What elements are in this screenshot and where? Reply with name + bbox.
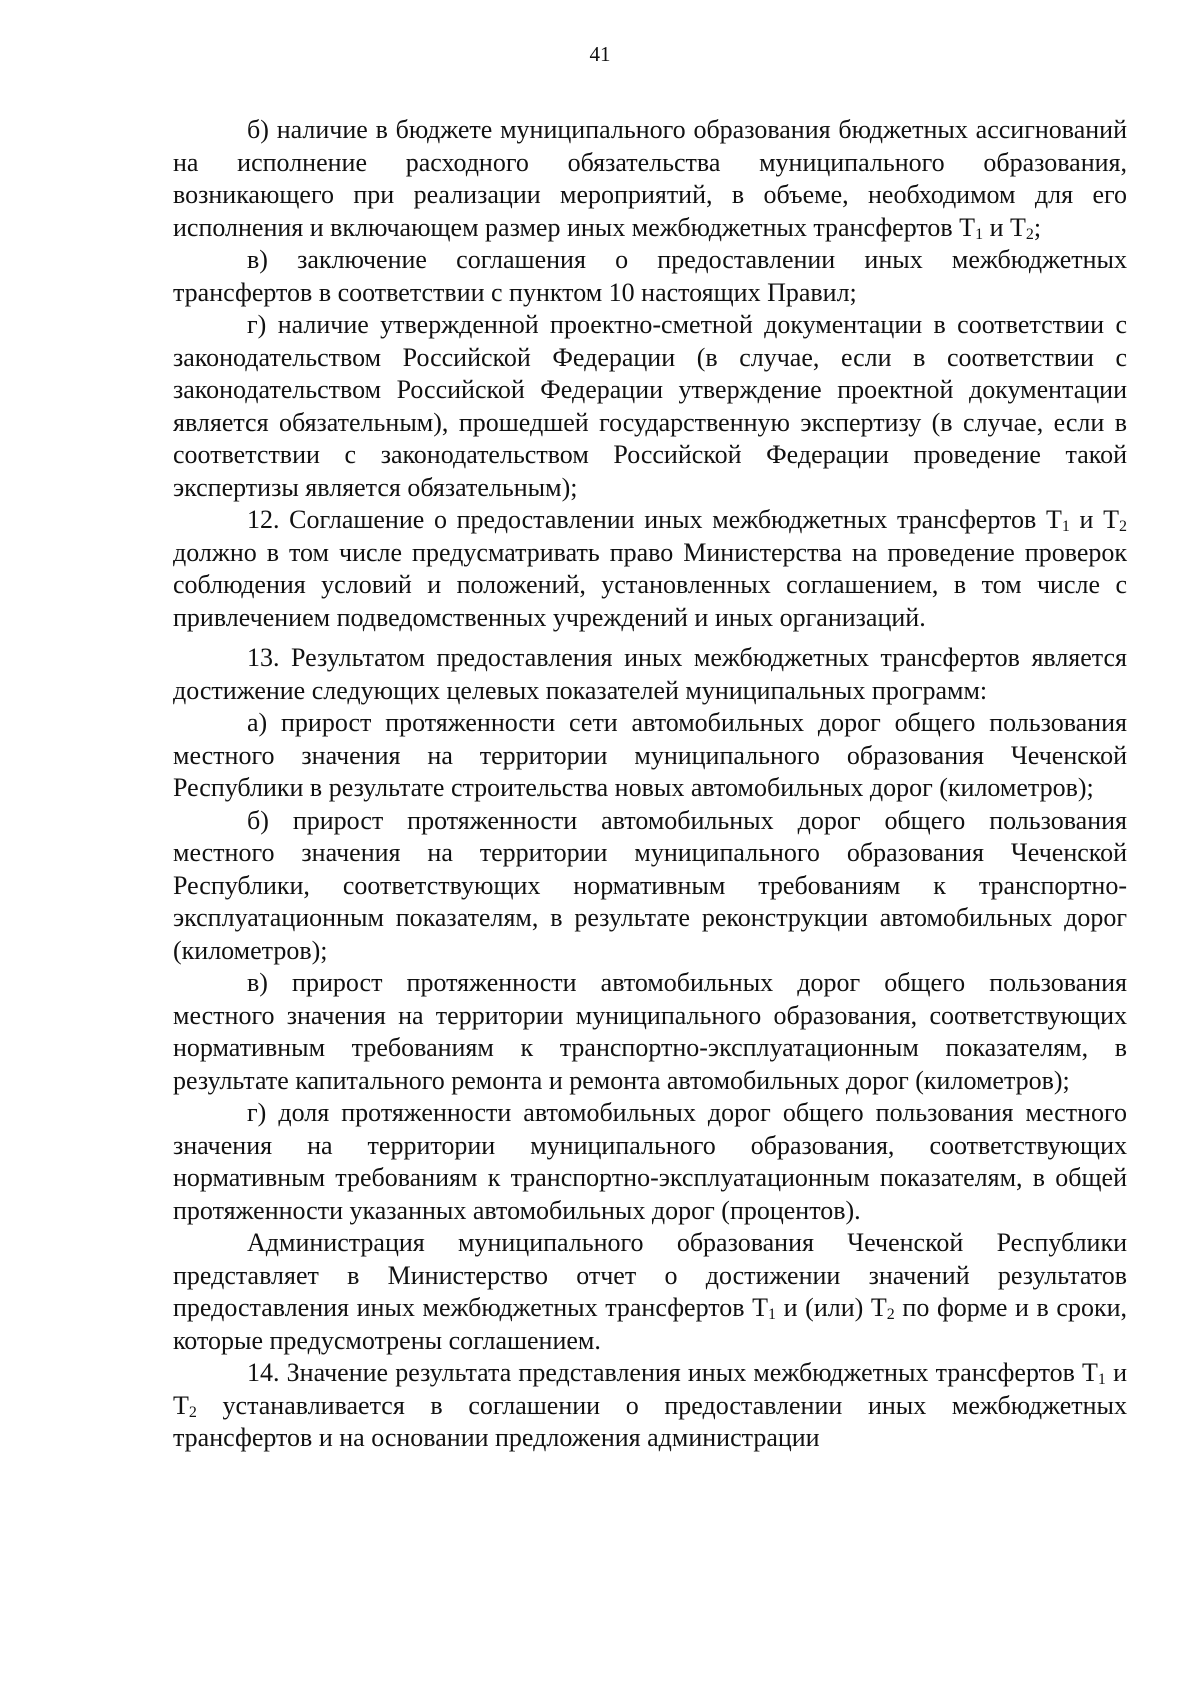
subscript: 2: [188, 1403, 197, 1421]
page-number: 41: [589, 42, 611, 66]
subscript: 2: [1119, 518, 1127, 535]
paragraph-13b: [173, 805, 1127, 968]
text-run: г) наличие утвержденной проектно-сметной документации в соответствии с законодательством Российской Федерации (в случае, если в соответствии с законодательством Российской Федерации утверждение проектной документации является обязательным), прошедшей государственную экспертизу (в случае, если в соответствии с законодательством Российской Федерации проведение такой экспертизы является обязательным);: [173, 310, 1127, 502]
paragraph-12: [173, 504, 1127, 634]
subscript: 1: [975, 225, 984, 243]
text-run: б) наличие в бюджете муниципального образования бюджетных ассигнований на исполнение расходного обязательства муниципального образования, возникающего при реализации мероприятий, в объеме, необходимом для его исполнения и включающем размер иных межбюджетных трансфертов Т: [173, 115, 1127, 242]
text-run: в) заключение соглашения о предоставлении иных межбюджетных трансфертов в соответствии с пунктом 10 настоящих Правил;: [173, 245, 1127, 307]
paragraph-13g: [173, 1097, 1127, 1227]
text-run: и Т: [1069, 505, 1119, 534]
text-run: 13. Результатом предоставления иных межбюджетных трансфертов является достижение следующих целевых показателей муниципальных программ:: [173, 643, 1127, 705]
text-run: и Т: [173, 1358, 1127, 1420]
paragraph-13v: [173, 967, 1127, 1097]
text-run: 14. Значение результата представления иных межбюджетных трансфертов Т: [247, 1358, 1098, 1387]
paragraph-administration: [173, 1227, 1127, 1357]
paragraph-11g: [173, 309, 1127, 504]
paragraph-13a: [173, 707, 1127, 805]
text-run: и Т: [983, 212, 1026, 242]
text-run: 12. Соглашение о предоставлении иных межбюджетных трансфертов Т: [247, 505, 1062, 534]
text-run: и (или) Т: [776, 1293, 887, 1322]
paragraph-11v: [173, 244, 1127, 309]
paragraph-11b: [173, 114, 1127, 244]
text-run: б) прирост протяженности автомобильных дорог общего пользования местного значения на территории муниципального образования Чеченской Республики, соответствующих нормативным требованиям к транспортно-эксплуатационным показателям, в результате реконструкции автомобильных дорог (километров);: [173, 805, 1127, 965]
text-run: должно в том числе предусматривать право Министерства на проведение проверок соблюдения условий и положений, установленных соглашением, в том числе с привлечением подведомственных учреждений и иных организаций.: [173, 537, 1127, 632]
text-run: Администрация муниципального образования Чеченской Республики представляет в Министерство отчет о достижении значений результатов предоставления иных межбюджетных трансфертов Т: [173, 1228, 1127, 1322]
text-run: г) доля протяженности автомобильных дорог общего пользования местного значения на территории муниципального образования, соответствующих нормативным требованиям к транспортно-эксплуатационным показателям, в общей протяженности указанных автомобильных дорог (процентов).: [173, 1098, 1127, 1225]
document-body: [173, 114, 1127, 1455]
text-run: ;: [1033, 212, 1042, 242]
subscript: 2: [886, 1306, 895, 1323]
paragraph-13: [173, 642, 1127, 707]
subscript: 1: [1097, 1371, 1106, 1388]
subscript: 1: [768, 1306, 777, 1323]
text-run: устанавливается в соглашении о предоставлении иных межбюджетных трансфертов и на основании предложения администрации: [173, 1390, 1127, 1452]
subscript: 2: [1025, 225, 1034, 243]
text-run: по форме и в сроки, которые предусмотрены соглашением.: [173, 1293, 1127, 1355]
subscript: 1: [1061, 518, 1070, 535]
text-run: а) прирост протяженности сети автомобильных дорог общего пользования местного значения на территории муниципального образования Чеченской Республики в результате строительства новых автомобильных дорог (километров);: [173, 708, 1127, 802]
text-run: в) прирост протяженности автомобильных дорог общего пользования местного значения на территории муниципального образования, соответствующих нормативным требованиям к транспортно-эксплуатационным показателям, в результате капитального ремонта и ремонта автомобильных дорог (километров);: [173, 968, 1127, 1095]
paragraph-14: [173, 1357, 1127, 1455]
